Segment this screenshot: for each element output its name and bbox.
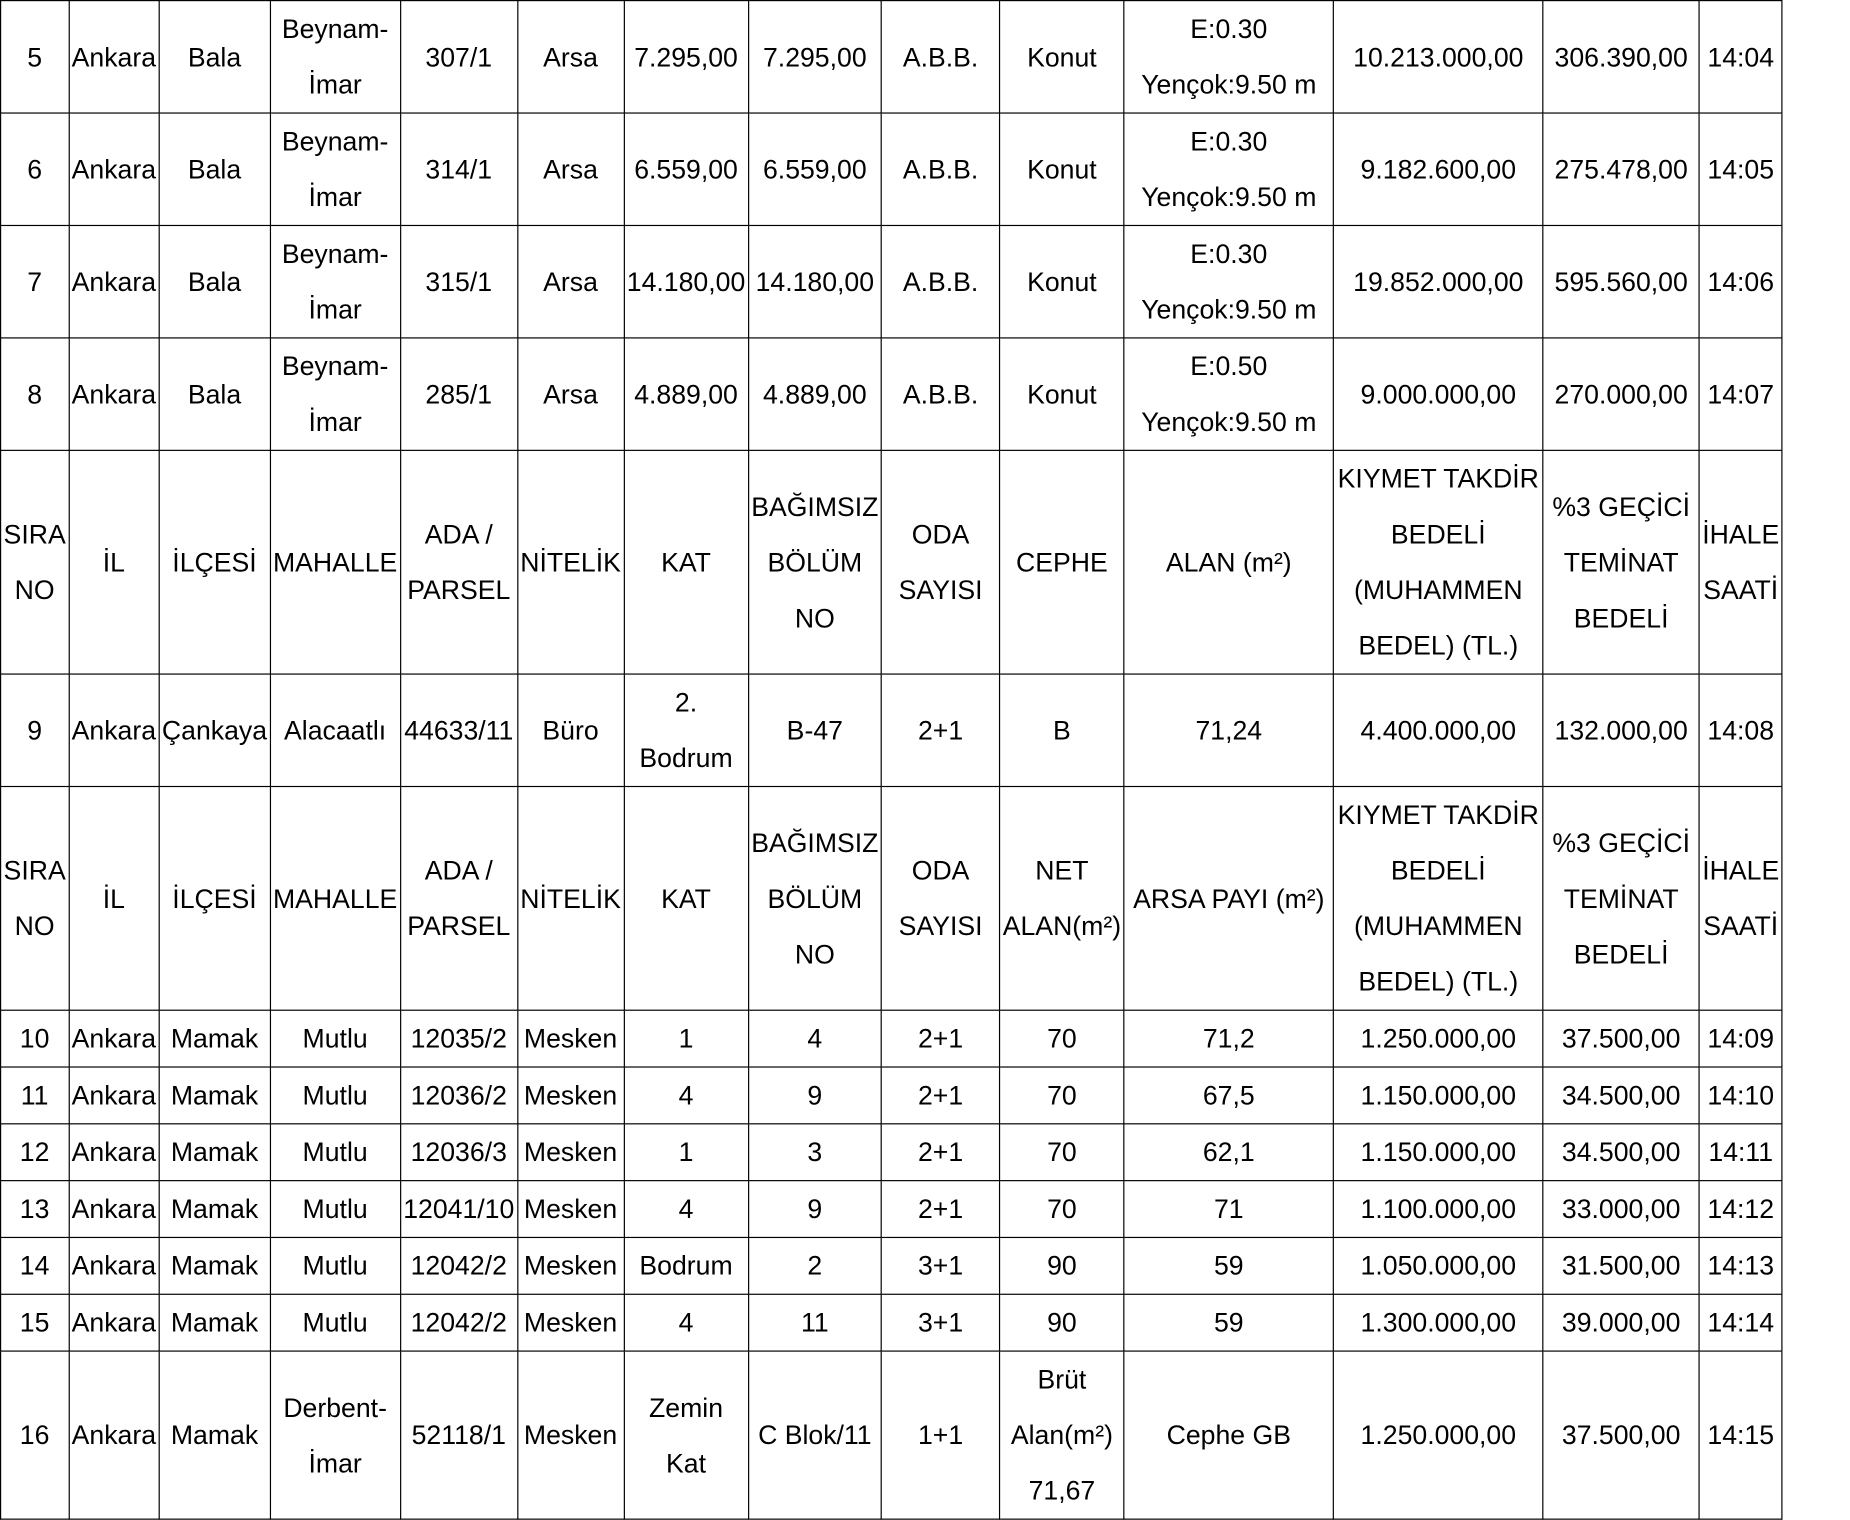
cell-area-1: 6.559,00: [624, 113, 748, 225]
cell-bedel: 1.300.000,00: [1334, 1294, 1543, 1351]
cell-saat: 14:14: [1699, 1294, 1782, 1351]
header-line: PARSEL: [407, 575, 511, 605]
header-arsa-payi: ARSA PAYI (m²): [1124, 787, 1333, 1011]
cell-parsel: 12042/2: [400, 1294, 517, 1351]
cell-il: Ankara: [69, 1010, 159, 1067]
table-row: [1, 1124, 1783, 1181]
header-net-alan: [1000, 787, 1124, 1011]
header-saat: [1699, 787, 1782, 1011]
cell-bolum: 9: [748, 1067, 881, 1124]
cell-oda: 2+1: [881, 1010, 999, 1067]
cell-bolum: 4: [748, 1010, 881, 1067]
cell-il: Ankara: [69, 1351, 159, 1519]
cell-net-alan: 90: [1000, 1237, 1124, 1294]
cell-saat: 14:05: [1699, 113, 1782, 225]
cell-nitelik: Arsa: [517, 225, 624, 337]
cell-bolum: 2: [748, 1237, 881, 1294]
cell-oda: 2+1: [881, 674, 999, 786]
table-row: [1, 1294, 1783, 1351]
cell-arsa-payi: 67,5: [1124, 1067, 1333, 1124]
cell-mahalle: [270, 113, 400, 225]
header-line: SIRA: [3, 519, 66, 550]
cell-line: Beynam-: [281, 14, 389, 44]
cell-mahalle: [270, 1, 400, 113]
header-ilce: İLÇESİ: [159, 450, 270, 674]
cell-line: İmar: [308, 294, 362, 325]
cell-nitelik: Mesken: [517, 1237, 624, 1294]
cell-net-alan: 70: [1000, 1181, 1124, 1238]
cell-oda: 3+1: [881, 1294, 999, 1351]
header-cephe: CEPHE: [1000, 450, 1124, 674]
header-line: PARSEL: [407, 911, 511, 941]
cell-mahalle: Alacaatlı: [270, 674, 400, 786]
cell-nitelik: Mesken: [517, 1351, 624, 1519]
cell-bolum: 3: [748, 1124, 881, 1181]
header-line: BEDELİ (MUHAMMEN: [1353, 519, 1523, 605]
header-alan: ALAN (m²): [1124, 450, 1333, 674]
header-line: NO: [794, 603, 835, 633]
cell-line: İmar: [308, 69, 362, 100]
cell-ilce: Çankaya: [159, 674, 270, 786]
cell-no: 5: [1, 1, 69, 113]
cell-parsel: 12036/2: [400, 1067, 517, 1124]
cell-bedel: 9.000.000,00: [1334, 338, 1543, 450]
header-row: [1, 787, 1783, 1011]
cell-bolum: B-47: [748, 674, 881, 786]
cell-il: Ankara: [69, 1181, 159, 1238]
cell-line: Derbent-: [283, 1392, 387, 1423]
cell-area-2: 14.180,00: [748, 225, 881, 337]
cell-area-2: 4.889,00: [748, 338, 881, 450]
header-line: BÖLÜM: [767, 883, 863, 914]
cell-detay: E:0.30 Yençok:9.50 m: [1124, 1, 1333, 113]
cell-teminat: 31.500,00: [1543, 1237, 1699, 1294]
cell-mahalle: Mutlu: [270, 1294, 400, 1351]
cell-imar: Konut: [1000, 225, 1124, 337]
cell-saat: 14:07: [1699, 338, 1782, 450]
cell-net-alan: 70: [1000, 1067, 1124, 1124]
cell-il: Ankara: [69, 1124, 159, 1181]
cell-parsel: 12041/10: [400, 1181, 517, 1238]
header-bedel: [1334, 787, 1543, 1011]
cell-oda: 2+1: [881, 1181, 999, 1238]
cell-nitelik: Mesken: [517, 1010, 624, 1067]
cell-no: 7: [1, 225, 69, 337]
cell-ilce: Mamak: [159, 1124, 270, 1181]
table-row: [1, 1067, 1783, 1124]
cell-line: İmar: [308, 1448, 362, 1478]
cell-line: Beynam-: [281, 126, 389, 157]
cell-kat: 1: [624, 1124, 748, 1181]
cell-parsel: 44633/11: [400, 674, 517, 786]
cell-teminat: 275.478,00: [1543, 113, 1699, 225]
header-kat: KAT: [624, 787, 748, 1011]
cell-no: 15: [1, 1294, 69, 1351]
cell-saat: 14:04: [1699, 1, 1782, 113]
cell-teminat: 34.500,00: [1543, 1124, 1699, 1181]
header-teminat: [1543, 787, 1699, 1011]
header-parsel: [400, 787, 517, 1011]
cell-bedel: 1.250.000,00: [1334, 1351, 1543, 1519]
header-bolum: [748, 450, 881, 674]
cell-mahalle: [270, 338, 400, 450]
cell-line: 71,67: [1028, 1475, 1096, 1506]
cell-no: 6: [1, 113, 69, 225]
header-line: İHALE: [1702, 855, 1780, 886]
cell-area-2: 7.295,00: [748, 1, 881, 113]
header-mahalle: MAHALLE: [270, 450, 400, 674]
cell-ilce: Mamak: [159, 1010, 270, 1067]
cell-saat: 14:13: [1699, 1237, 1782, 1294]
header-line: %3 GEÇİCİ: [1552, 827, 1690, 858]
cell-alan: 71,24: [1124, 674, 1333, 786]
cell-malik: A.B.B.: [881, 113, 999, 225]
header-ilce: İLÇESİ: [159, 787, 270, 1011]
cell-il: Ankara: [69, 113, 159, 225]
cell-mahalle: Mutlu: [270, 1010, 400, 1067]
header-oda: ODA SAYISI: [881, 787, 999, 1011]
header-nitelik: NİTELİK: [517, 787, 624, 1011]
cell-parsel: 314/1: [400, 113, 517, 225]
cell-parsel: 315/1: [400, 225, 517, 337]
cell-line: İmar: [308, 407, 362, 437]
cell-line: Alan(m²): [1010, 1420, 1113, 1450]
header-line: NO: [14, 911, 55, 941]
cell-malik: A.B.B.: [881, 338, 999, 450]
header-line: %3 GEÇİCİ: [1552, 491, 1690, 522]
cell-il: Ankara: [69, 674, 159, 786]
cell-no: 10: [1, 1010, 69, 1067]
header-line: SIRA: [3, 855, 66, 886]
cell-mahalle: [270, 1351, 400, 1519]
header-line: ALAN(m²): [1002, 911, 1122, 941]
header-mahalle: MAHALLE: [270, 787, 400, 1011]
header-line: BEDELİ: [1573, 939, 1669, 969]
header-line: KIYMET TAKDİR: [1337, 463, 1539, 494]
header-line: İHALE: [1702, 519, 1780, 550]
cell-arsa-payi: 62,1: [1124, 1124, 1333, 1181]
cell-ilce: Mamak: [159, 1237, 270, 1294]
cell-line: Brüt: [1037, 1364, 1087, 1395]
header-parsel: [400, 450, 517, 674]
cell-bedel: 1.100.000,00: [1334, 1181, 1543, 1238]
cell-saat: 14:06: [1699, 225, 1782, 337]
header-line: SAATİ: [1703, 575, 1779, 605]
cell-bedel: 10.213.000,00: [1334, 1, 1543, 113]
cell-ilce: Bala: [159, 113, 270, 225]
cell-arsa-payi: 71,2: [1124, 1010, 1333, 1067]
cell-net-alan: 70: [1000, 1010, 1124, 1067]
cell-ilce: Mamak: [159, 1181, 270, 1238]
cell-il: Ankara: [69, 338, 159, 450]
cell-net-alan: 90: [1000, 1294, 1124, 1351]
header-bolum: [748, 787, 881, 1011]
cell-saat: 14:11: [1699, 1124, 1782, 1181]
cell-teminat: 270.000,00: [1543, 338, 1699, 450]
cell-nitelik: Büro: [517, 674, 624, 786]
cell-teminat: 37.500,00: [1543, 1010, 1699, 1067]
table-row: [1, 1, 1783, 113]
cell-detay: E:0.30 Yençok:9.50 m: [1124, 225, 1333, 337]
cell-parsel: 307/1: [400, 1, 517, 113]
cell-kat: 4: [624, 1067, 748, 1124]
cell-kat: 4: [624, 1294, 748, 1351]
flat-rows-body: [1, 1010, 1783, 1351]
cell-il: Ankara: [69, 1294, 159, 1351]
cell-saat: 14:08: [1699, 674, 1782, 786]
cell-no: 9: [1, 674, 69, 786]
cell-parsel: 285/1: [400, 338, 517, 450]
header-il: İL: [69, 787, 159, 1011]
cell-line: İmar: [308, 182, 362, 212]
header-sira: [1, 787, 69, 1011]
cell-ilce: Bala: [159, 1, 270, 113]
cell-malik: A.B.B.: [881, 225, 999, 337]
cell-mahalle: Mutlu: [270, 1237, 400, 1294]
header-line: ADA /: [424, 855, 493, 886]
table-row: [1, 1351, 1783, 1519]
cell-kat: Zemin Kat: [624, 1351, 748, 1519]
cell-kat: 4: [624, 1181, 748, 1238]
header-line: BEDELİ (MUHAMMEN: [1353, 855, 1523, 941]
header-line: TEMİNAT: [1563, 883, 1679, 914]
header-line: TEMİNAT: [1563, 547, 1679, 578]
cell-bolum: C Blok/11: [748, 1351, 881, 1519]
cell-teminat: 37.500,00: [1543, 1351, 1699, 1519]
cell-teminat: 132.000,00: [1543, 674, 1699, 786]
cell-bedel: 4.400.000,00: [1334, 674, 1543, 786]
cell-kat: 1: [624, 1010, 748, 1067]
cell-parsel: 12035/2: [400, 1010, 517, 1067]
cell-nitelik: Mesken: [517, 1294, 624, 1351]
header-oda: ODA SAYISI: [881, 450, 999, 674]
header-line: NET: [1035, 855, 1089, 886]
table-row: [1, 1010, 1783, 1067]
header-bedel: [1334, 450, 1543, 674]
header-kat: KAT: [624, 450, 748, 674]
header-teminat: [1543, 450, 1699, 674]
cell-bolum: 11: [748, 1294, 881, 1351]
cell-saat: 14:15: [1699, 1351, 1782, 1519]
cell-nitelik: Arsa: [517, 1, 624, 113]
table-row: [1, 1237, 1783, 1294]
header-line: BEDEL) (TL.): [1358, 967, 1519, 997]
cell-nitelik: Mesken: [517, 1067, 624, 1124]
cell-teminat: 33.000,00: [1543, 1181, 1699, 1238]
cell-bedel: 1.050.000,00: [1334, 1237, 1543, 1294]
cell-parsel: 12042/2: [400, 1237, 517, 1294]
cell-saat: 14:10: [1699, 1067, 1782, 1124]
cell-imar: Konut: [1000, 1, 1124, 113]
cell-il: Ankara: [69, 1067, 159, 1124]
table-row: [1, 338, 1783, 450]
table-row: [1, 674, 1783, 786]
cell-area-2: 6.559,00: [748, 113, 881, 225]
header-il: İL: [69, 450, 159, 674]
cell-oda: 3+1: [881, 1237, 999, 1294]
header-row: [1, 450, 1783, 674]
cell-ilce: Mamak: [159, 1294, 270, 1351]
cell-no: 13: [1, 1181, 69, 1238]
cell-mahalle: Mutlu: [270, 1124, 400, 1181]
header-line: NO: [794, 939, 835, 969]
cell-area-1: 4.889,00: [624, 338, 748, 450]
header-line: BÖLÜM: [767, 547, 863, 578]
cell-no: 14: [1, 1237, 69, 1294]
cell-kat: Bodrum: [624, 1237, 748, 1294]
cell-ilce: Mamak: [159, 1067, 270, 1124]
header-line: KIYMET TAKDİR: [1337, 800, 1539, 830]
cell-kat: 2. Bodrum: [624, 674, 748, 786]
cell-no: 12: [1, 1124, 69, 1181]
cell-no: 8: [1, 338, 69, 450]
cell-ilce: Bala: [159, 338, 270, 450]
cell-ilce: Mamak: [159, 1351, 270, 1519]
cell-brut-alan: [1000, 1351, 1124, 1519]
header-line: BAĞIMSIZ: [751, 491, 879, 522]
cell-bedel: 1.150.000,00: [1334, 1124, 1543, 1181]
header-line: SAATİ: [1703, 911, 1779, 941]
cell-arsa-payi: 59: [1124, 1294, 1333, 1351]
cell-parsel: 52118/1: [400, 1351, 517, 1519]
cell-teminat: 595.560,00: [1543, 225, 1699, 337]
table-row: [1, 1181, 1783, 1238]
cell-no: 16: [1, 1351, 69, 1519]
cell-bedel: 9.182.600,00: [1334, 113, 1543, 225]
cell-nitelik: Arsa: [517, 338, 624, 450]
cell-mahalle: Mutlu: [270, 1067, 400, 1124]
cell-detay: E:0.30 Yençok:9.50 m: [1124, 113, 1333, 225]
cell-arsa-payi: 71: [1124, 1181, 1333, 1238]
header-sira: [1, 450, 69, 674]
cell-area-1: 14.180,00: [624, 225, 748, 337]
header-line: BEDEL) (TL.): [1358, 630, 1519, 661]
cell-parsel: 12036/3: [400, 1124, 517, 1181]
table-row: [1, 225, 1783, 337]
cell-detay: E:0.50 Yençok:9.50 m: [1124, 338, 1333, 450]
cell-bedel: 1.250.000,00: [1334, 1010, 1543, 1067]
cell-area-1: 7.295,00: [624, 1, 748, 113]
cell-nitelik: Mesken: [517, 1124, 624, 1181]
header-line: ADA /: [424, 519, 493, 550]
cell-bedel: 19.852.000,00: [1334, 225, 1543, 337]
cell-line: Beynam-: [281, 351, 389, 382]
cell-arsa-payi: 59: [1124, 1237, 1333, 1294]
cell-saat: 14:12: [1699, 1181, 1782, 1238]
cell-saat: 14:09: [1699, 1010, 1782, 1067]
cell-mahalle: Mutlu: [270, 1181, 400, 1238]
header-line: BEDELİ: [1573, 603, 1669, 633]
cell-cephe: B: [1000, 674, 1124, 786]
cell-net-alan: 70: [1000, 1124, 1124, 1181]
cell-nitelik: Arsa: [517, 113, 624, 225]
cell-teminat: 34.500,00: [1543, 1067, 1699, 1124]
cell-ilce: Bala: [159, 225, 270, 337]
cell-il: Ankara: [69, 1, 159, 113]
cell-bedel: 1.150.000,00: [1334, 1067, 1543, 1124]
table-row: [1, 113, 1783, 225]
cell-oda: 2+1: [881, 1067, 999, 1124]
cell-il: Ankara: [69, 1237, 159, 1294]
header-saat: [1699, 450, 1782, 674]
cell-oda: 1+1: [881, 1351, 999, 1519]
header-line: BAĞIMSIZ: [751, 827, 879, 858]
cell-il: Ankara: [69, 225, 159, 337]
cell-oda: 2+1: [881, 1124, 999, 1181]
cell-malik: A.B.B.: [881, 1, 999, 113]
cell-teminat: 39.000,00: [1543, 1294, 1699, 1351]
cell-imar: Konut: [1000, 338, 1124, 450]
header-nitelik: NİTELİK: [517, 450, 624, 674]
cell-no: 11: [1, 1067, 69, 1124]
cell-cephe: Cephe GB: [1124, 1351, 1333, 1519]
cell-teminat: 306.390,00: [1543, 1, 1699, 113]
cell-imar: Konut: [1000, 113, 1124, 225]
header-line: NO: [14, 575, 55, 605]
cell-nitelik: Mesken: [517, 1181, 624, 1238]
cell-mahalle: [270, 225, 400, 337]
cell-line: Beynam-: [281, 239, 389, 269]
cell-bolum: 9: [748, 1181, 881, 1238]
